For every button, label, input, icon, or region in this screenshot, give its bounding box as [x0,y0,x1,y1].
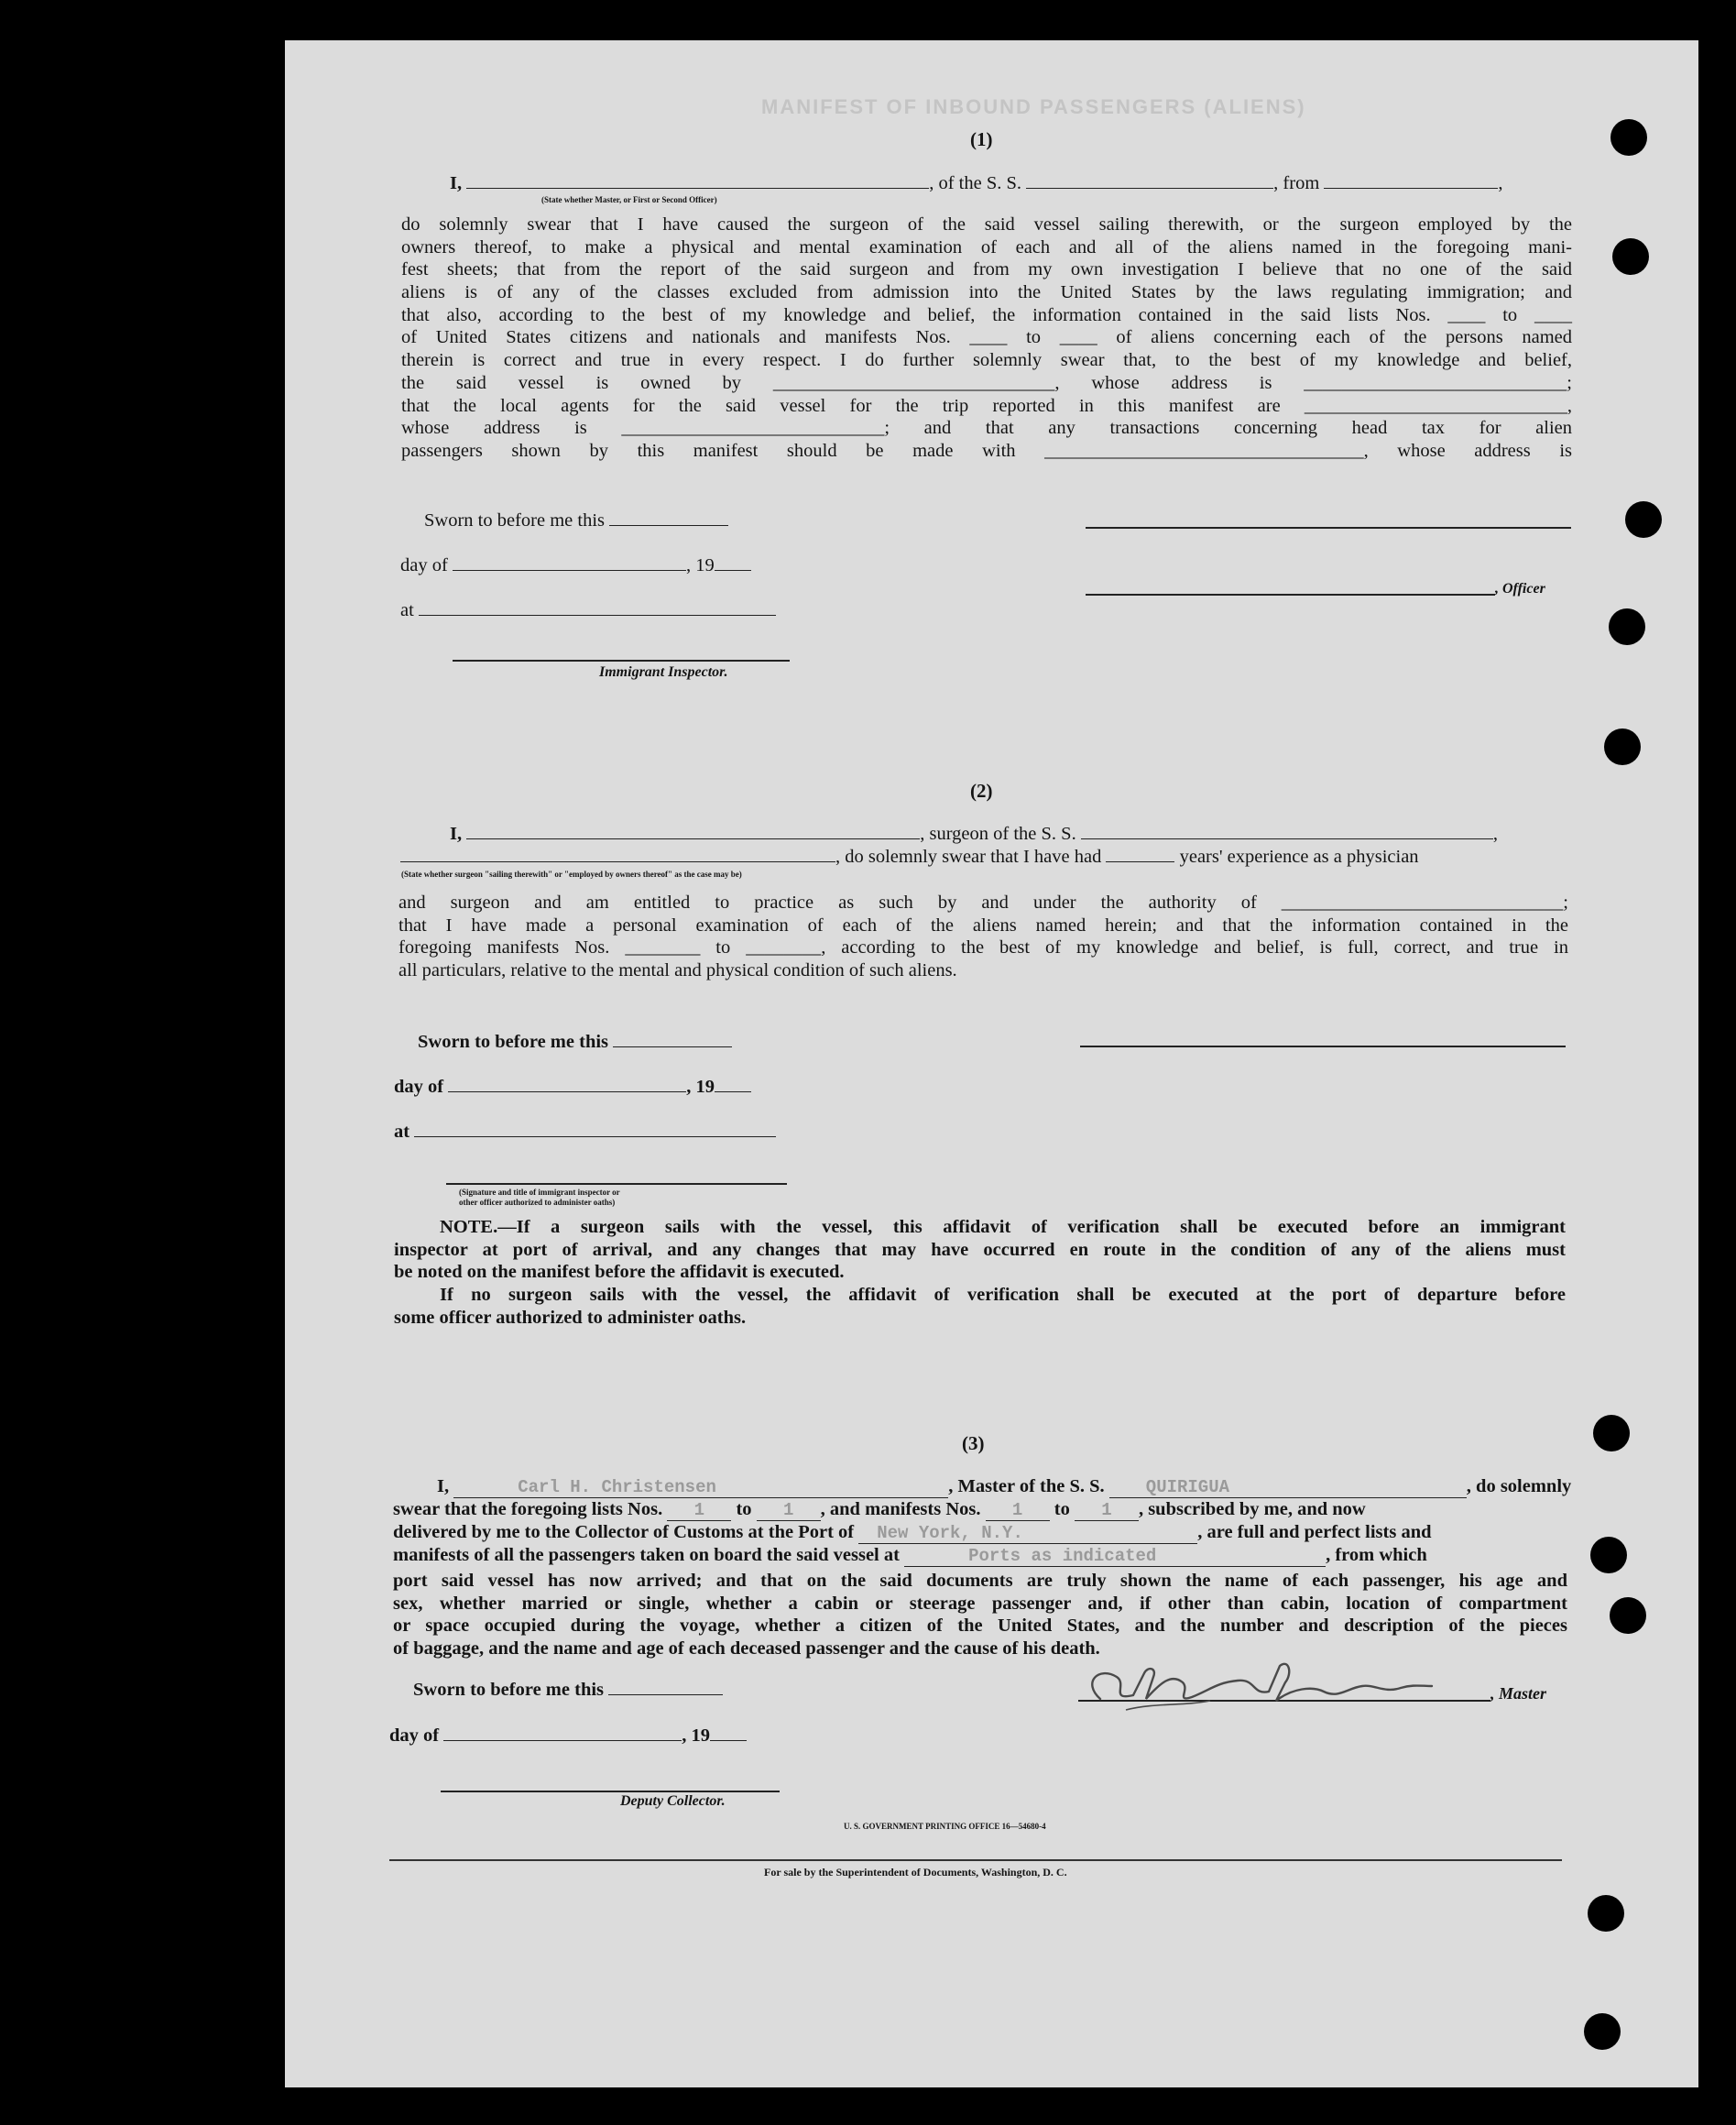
manifest-from[interactable]: 1 [1011,1500,1023,1520]
ship-name[interactable]: QUIRIGUA [1145,1477,1230,1497]
section-3-number: (3) [962,1432,985,1454]
sale-notice: For sale by the Superintendent of Documents, Washington, D. C. [764,1866,1067,1879]
sig-note-1: (Signature and title of immigrant inspector or [459,1188,620,1197]
port-name[interactable]: New York, N.Y. [877,1523,1023,1543]
s1-at: at [400,600,776,621]
paragraph-line: owners thereof, to make a physical and mental examination of each and all of the aliens named in the foregoing mani- [401,236,1572,257]
s2-ship-blank[interactable] [1081,824,1493,839]
officer-name-blank[interactable] [466,173,929,189]
s3-port-line: delivered by me to the Collector of Customs at the Port of New York, N.Y. , are full and perfect lists and [393,1522,1432,1543]
binder-hole [1609,608,1645,645]
binder-hole [1604,728,1641,765]
surgeon-note: (State whether surgeon "sailing therewith" or "employed by owners thereof" as the case may be) [401,870,742,879]
footer-rule [389,1859,1562,1861]
binder-hole [1590,1537,1627,1573]
master-label: , Master [1490,1684,1547,1703]
s3-year-blank[interactable] [710,1725,747,1741]
place-blank[interactable] [419,600,776,616]
paragraph-line: fest sheets; that from the report of the said surgeon and from my own investigation I believe that no one of the said [401,259,1572,280]
paragraph-line: all particulars, relative to the mental and physical condition of such aliens. [399,960,957,981]
paragraph-line: NOTE.—If a surgeon sails with the vessel, this affidavit of verification shall be executed before an immigrant [440,1217,1566,1237]
binder-hole [1588,1895,1624,1932]
month-blank[interactable] [453,555,686,571]
paragraph-line: some officer authorized to administer oaths. [394,1307,747,1328]
surgeon-status-blank[interactable] [400,847,835,862]
paragraph-line: of United States citizens and nationals and manifests Nos. ____ to ____ of aliens concerning each of the persons named [401,327,1572,348]
surgeon-name-blank[interactable] [466,824,920,839]
officer-signature-line-1[interactable] [1086,527,1571,529]
binder-hole [1612,238,1649,275]
s3-sworn-day-blank[interactable] [608,1680,723,1695]
binder-hole [1593,1415,1630,1451]
from-port-blank[interactable] [1324,173,1498,189]
list-to[interactable]: 1 [782,1500,794,1520]
ship-name-blank[interactable] [1026,173,1273,189]
s3-lists-line: swear that the foregoing lists Nos. 1 to 1 , and manifests Nos. 1 to 1 , subscribed by me, and now [393,1499,1366,1520]
s3-day-of: day of , 19 [389,1725,747,1747]
paragraph-line: therein is correct and true in every respect. I do further solemnly swear that, to the best of my knowledge and belief, [401,350,1572,371]
s2-day-of: day of , 19 [394,1077,751,1098]
paragraph-line: If no surgeon sails with the vessel, the affidavit of verification shall be executed at the port of departure before [440,1285,1566,1305]
paragraph-line: sex, whether married or single, whether a cabin or steerage passenger and, if other than cabin, location of compartment [393,1593,1567,1614]
deputy-signature-line[interactable] [441,1791,780,1792]
s2-oath-paragraph [399,892,1568,982]
paragraph-line: that I have made a personal examination of each of the aliens named herein; and that the information contained in the [399,915,1568,936]
s2-sworn-day-blank[interactable] [613,1032,732,1047]
departure-ports[interactable]: Ports as indicated [968,1546,1157,1566]
document-page [285,40,1698,2087]
years-blank[interactable] [1106,847,1174,862]
list-from[interactable]: 1 [693,1500,705,1520]
s2-surgeon-signature-line[interactable] [1080,1046,1566,1047]
note2-paragraph [394,1284,1566,1329]
s1-oath-paragraph [401,214,1572,463]
paragraph-line: that the local agents for the said vessel for the trip reported in this manifest are ____________________________, [401,395,1572,416]
officer-signature-line-2[interactable] [1086,594,1495,596]
s2-month-blank[interactable] [448,1077,686,1092]
paragraph-line: do solemnly swear that I have caused the surgeon of the said vessel sailing therewith, or the surgeon employed by the [401,214,1572,235]
s2-year-blank[interactable] [715,1077,751,1092]
paragraph-line: be noted on the manifest before the affidavit is executed. [394,1262,845,1283]
inspector-label: Immigrant Inspector. [599,664,728,680]
paragraph-line: aliens is of any of the classes excluded from admission into the United States by the laws regulating immigration; and [401,282,1572,303]
paragraph-line: the said vessel is owned by ______________________________, whose address is ____________________________; [401,372,1572,393]
section-2-number: (2) [970,780,993,802]
s3-ports-line: manifests of all the passengers taken on board the said vessel at Ports as indicated , from which [393,1545,1427,1566]
officer-label: , Officer [1495,581,1545,597]
sworn-day-blank[interactable] [609,510,728,526]
s1-sworn: Sworn to before me this [424,510,728,531]
s3-month-blank[interactable] [443,1725,682,1741]
s2-place-blank[interactable] [414,1122,776,1137]
manifest-to[interactable]: 1 [1101,1500,1112,1520]
section-1-number: (1) [970,128,993,150]
paragraph-line: and surgeon and am entitled to practice as such by and under the authority of ______________________________; [399,893,1568,913]
deputy-label: Deputy Collector. [620,1793,726,1809]
s2-surgeon-line: I, , surgeon of the S. S. , [450,824,1498,844]
s2-years-line: , do solemnly swear that I have had years' experience as a physician [400,847,1419,868]
master-signature [1073,1646,1439,1719]
s2-sworn: Sworn to before me this [418,1032,732,1053]
binder-hole [1625,501,1662,538]
paragraph-line: foregoing manifests Nos. ________ to ________, according to the best of my knowledge and belief, is full, correct, and true in [399,937,1568,958]
s2-at: at [394,1122,776,1143]
year-blank[interactable] [715,555,751,571]
inspector-signature-line[interactable] [453,660,790,662]
paragraph-line: whose address is ____________________________; and that any transactions concerning head tax for alien [401,418,1572,439]
paragraph-line: passengers shown by this manifest should be made with __________________________________, whose address is [401,440,1572,461]
officer-note: (State whether Master, or First or Second Officer) [541,195,717,204]
s1-officer-line: I, , of the S. S. , from , [450,173,1503,193]
gpo-imprint: U. S. GOVERNMENT PRINTING OFFICE 16—54680-4 [844,1822,1046,1831]
paragraph-line: inspector at port of arrival, and any changes that may have occurred en route in the condition of any of the aliens must [394,1239,1566,1260]
s2-inspector-signature-line[interactable] [446,1183,787,1185]
paragraph-line: or space occupied during the voyage, whether a citizen of the United States, and the number and description of the pieces [393,1616,1567,1637]
s3-master-line: I, Carl H. Christensen , Master of the S. S. QUIRIGUA , do solemnly [437,1476,1572,1497]
binder-hole [1610,1597,1646,1634]
s1-day-of: day of , 19 [400,555,751,576]
binder-hole [1610,119,1647,156]
master-name[interactable]: Carl H. Christensen [518,1477,716,1497]
note-paragraph [394,1216,1566,1284]
binder-hole [1584,2013,1621,2050]
paragraph-line: of baggage, and the name and age of each deceased passenger and the cause of his death. [393,1638,1100,1659]
faded-header: MANIFEST OF INBOUND PASSENGERS (ALIENS) [761,95,1306,118]
s3-sworn: Sworn to before me this [413,1680,723,1701]
sig-note-2: other officer authorized to administer oaths) [459,1198,616,1207]
paragraph-line: that also, according to the best of my knowledge and belief, the information contained in the said lists Nos. ____ to ____ [401,304,1572,325]
paragraph-line: port said vessel has now arrived; and that on the said documents are truly shown the name of each passenger, his age and [393,1571,1567,1591]
